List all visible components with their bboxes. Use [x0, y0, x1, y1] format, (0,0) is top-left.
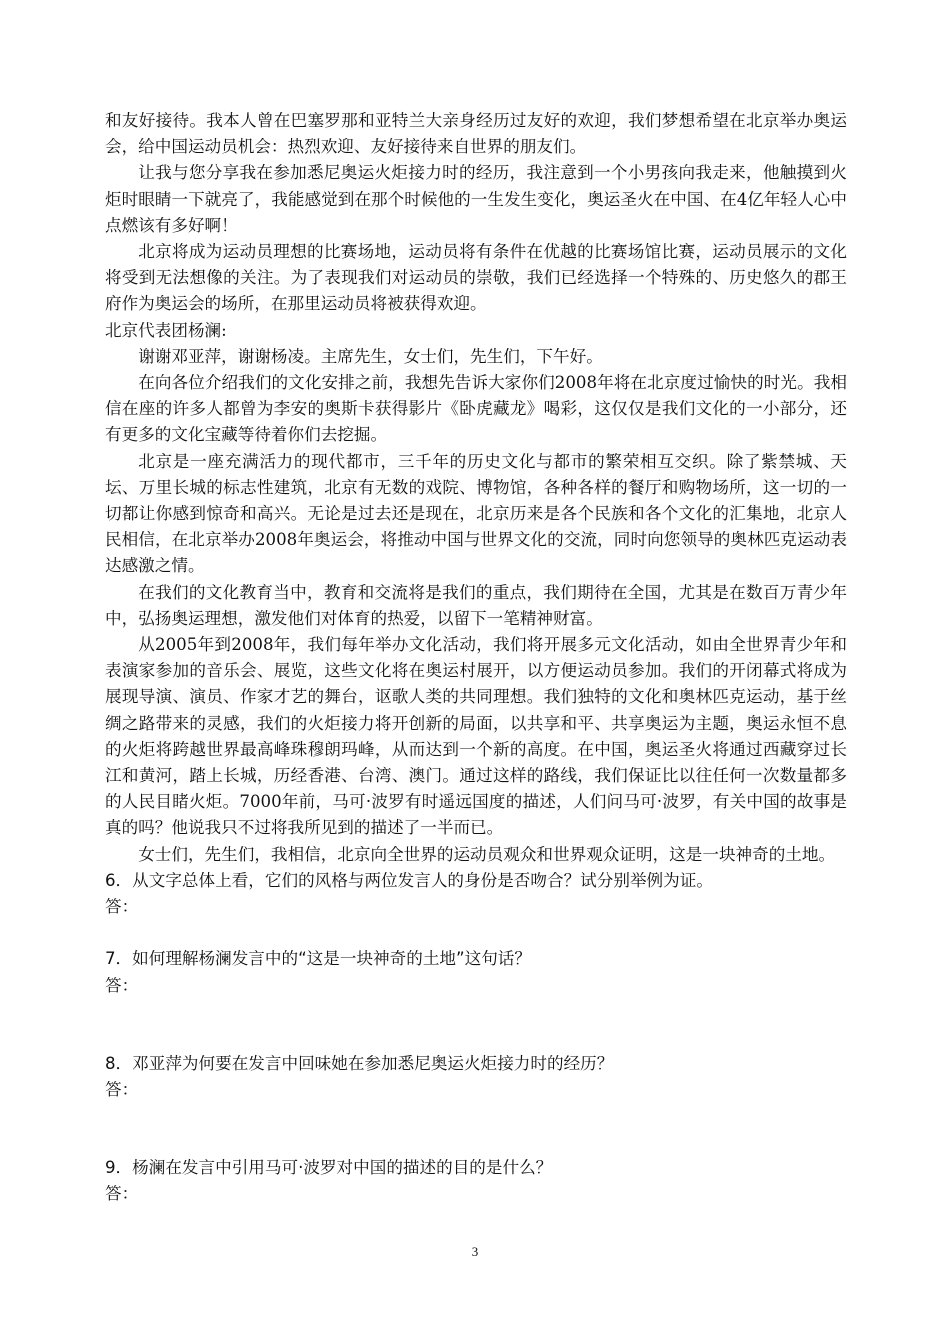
paragraph-10: 女士们，先生们，我相信，北京向全世界的运动员观众和世界观众证明，这是一块神奇的土地。 — [138, 844, 836, 864]
question-6: 6．从文字总体上看，它们的风格与两位发言人的身份是否吻合？试分别举例为证。 — [105, 870, 713, 890]
paragraph-8: 在我们的文化教育当中，教育和交流将是我们的重点，我们期待在全国，尤其是在数百万青少年中，弘扬奥运理想，激发他们对体育的热爱，以留下一笔精神财富。 — [105, 582, 847, 628]
page-number: 3 — [471, 1244, 479, 1259]
answer-label-7: 答： — [105, 975, 139, 995]
answer-space-7[interactable] — [105, 999, 847, 1051]
answer-label-9: 答： — [105, 1184, 139, 1204]
answer-space-8[interactable] — [105, 1103, 847, 1155]
paragraph-6: 在向各位介绍我们的文化安排之前，我想先告诉大家你们2008年将在北京度过愉快的时光。我相信在座的许多人都曾为李安的奥斯卡获得影片《卧虎藏龙》喝彩，这仅仅是我们文化的一小部分，还有更多的文化宝藏等待着你们去挖掘。 — [105, 373, 847, 445]
answer-label-8: 答： — [105, 1079, 139, 1099]
paragraph-3: 北京将成为运动员理想的比赛场地，运动员将有条件在优越的比赛场馆比赛，运动员展示的文化将受到无法想像的关注。为了表现我们对运动员的崇敬，我们已经选择一个特殊的、历史悠久的郡王府作为奥运会的场所，在那里运动员将被获得欢迎。 — [105, 242, 847, 314]
question-8: 8．邓亚萍为何要在发言中回味她在参加悉尼奥运火炬接力时的经历？ — [105, 1053, 614, 1073]
paragraph-5: 谢谢邓亚萍，谢谢杨凌。主席先生，女士们，先生们，下午好。 — [138, 346, 603, 366]
answer-label-6: 答： — [105, 897, 139, 917]
document-body — [105, 108, 847, 1208]
question-7: 7．如何理解杨澜发言中的“这是一块神奇的土地”这句话？ — [105, 949, 531, 969]
paragraph-7: 北京是一座充满活力的现代都市，三千年的历史文化与都市的繁荣相互交织。除了紫禁城、天坛、万里长城的标志性建筑，北京有无数的戏院、博物馆，各种各样的餐厅和购物场所，这一切的一切都让你感到惊奇和高兴。无论是过去还是现在，北京历来是各个民族和各个文化的汇集地，北京人民相信，在北京举办2008年奥运会，将推动中国与世界文化的交流，同时向您领导的奥林匹克运动表达感激之情。 — [105, 451, 847, 576]
paragraph-1: 和友好接待。我本人曾在巴塞罗那和亚特兰大亲身经历过友好的欢迎，我们梦想希望在北京举办奥运会，给中国运动员机会：热烈欢迎、友好接待来自世界的朋友们。 — [105, 111, 847, 157]
question-9: 9．杨澜在发言中引用马可·波罗对中国的描述的目的是什么？ — [105, 1158, 553, 1178]
paragraph-9: 从2005年到2008年，我们每年举办文化活动，我们将开展多元文化活动，如由全世界青少年和表演家参加的音乐会、展览，这些文化将在奥运村展开，以方便运动员参加。我们的开闭幕式将成为展现导演、演员、作家才艺的舞台，讴歌人类的共同理想。我们独特的文化和奥林匹克运动，基于丝绸之路带来的灵感，我们的火炬接力将开创新的局面，以共享和平、共享奥运为主题，奥运永恒不息的火炬将跨越世界最高峰珠穆朗玛峰，从而达到一个新的高度。在中国，奥运圣火将通过西藏穿过长江和黄河，踏上长城，历经香港、台湾、澳门。通过这样的路线，我们保证比以往任何一次数量都多的人民目睹火炬。7000年前，马可·波罗有时遥远国度的描述，人们问马可·波罗，有关中国的故事是真的吗？他说我只不过将我所见到的描述了一半而已。 — [105, 635, 847, 838]
answer-space-6[interactable] — [105, 920, 847, 946]
speaker-label: 北京代表团杨澜: — [105, 320, 227, 340]
paragraph-2: 让我与您分享我在参加悉尼奥运火炬接力时的经历，我注意到一个小男孩向我走来，他触摸到火炬时眼睛一下就亮了，我能感觉到在那个时候他的一生发生变化，奥运圣火在中国、在4亿年轻人心中点燃该有多好啊！ — [105, 163, 847, 235]
